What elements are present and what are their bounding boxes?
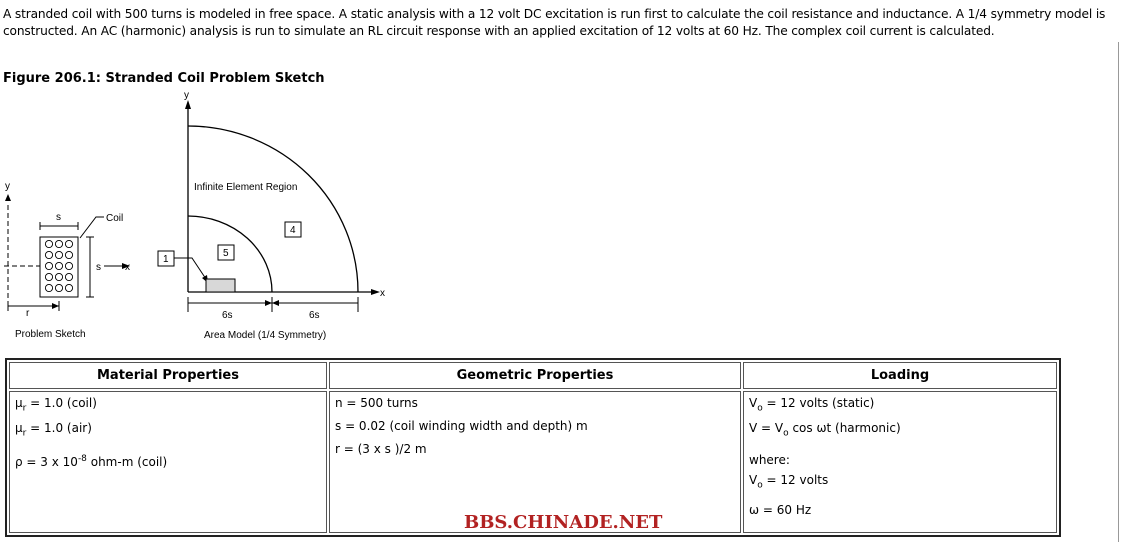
header-geometric: Geometric Properties [329, 362, 741, 389]
load-omega: ω = 60 Hz [749, 503, 812, 517]
outer-arc [188, 126, 358, 292]
area-label-4: 4 [290, 225, 296, 236]
material-rho: ρ = 3 x $10^{-8}$ ohm-m (coil) [15, 454, 168, 469]
problem-sketch-figure [0, 86, 400, 348]
dim-6s-left: 6s [222, 310, 233, 321]
header-loading: Loading [743, 362, 1057, 389]
dim-s-side: s [96, 262, 101, 273]
area-model-caption: Area Model (1/4 Symmetry) [204, 330, 327, 341]
geo-n: n = 500 turns [335, 396, 418, 410]
load-v0: $V_o = 12$ volts [749, 473, 829, 491]
geo-r: r = (3 x s )/2 m [335, 442, 427, 456]
material-mu-air: $\mu_r = 1.0$ (air) [15, 421, 92, 439]
coil-leader [80, 217, 104, 238]
dim-6s-right: 6s [309, 310, 320, 321]
left-axis-y-label: y [5, 181, 10, 192]
dim-s-top: s [56, 212, 61, 223]
material-mu-coil: $\mu_r = 1.0$ (coil) [15, 396, 97, 414]
dim-r: r [26, 308, 30, 319]
intro-paragraph: A stranded coil with 500 turns is modeled in free space. A static analysis with a 12 volt DC excitation is run first to calculate the coil resistance and inductance. A 1/4 symmetry model is constructed. An AC (harmonic) analysis is run to simulate an RL circuit response with an applied excitation of 12 volts at 60 Hz. The complex coil current is calculated. [3, 7, 1106, 38]
header-material: Material Properties [9, 362, 327, 389]
load-where: where: [749, 453, 790, 467]
material-cell [9, 391, 327, 533]
geo-s: s = 0.02 (coil winding width and depth) m [335, 419, 588, 433]
right-border-line [1118, 42, 1119, 542]
left-y-axis-arrow [5, 194, 11, 201]
figure-title: Figure 206.1: Stranded Coil Problem Sketch [3, 71, 325, 86]
right-x-axis-arrow [371, 289, 380, 295]
left-axis-x-label: x [125, 262, 130, 273]
load-v-harmonic: $V = V_o$ cos ωt (harmonic) [749, 421, 901, 439]
area-label-1: 1 [163, 254, 169, 265]
problem-sketch-caption: Problem Sketch [15, 329, 86, 340]
right-axis-x-label: x [380, 288, 385, 299]
properties-table [5, 358, 1061, 537]
coil-area [206, 279, 235, 292]
load-v0-static: $V_o = 12$ volts (static) [749, 396, 875, 414]
right-y-axis-arrow [185, 100, 191, 109]
region-label: Infinite Element Region [194, 182, 298, 193]
watermark: BBS.CHINADE.NET [464, 512, 663, 533]
area-label-5: 5 [223, 248, 229, 259]
loading-cell [743, 391, 1057, 533]
right-axis-y-label: y [184, 90, 189, 101]
coil-label: Coil [106, 213, 124, 224]
